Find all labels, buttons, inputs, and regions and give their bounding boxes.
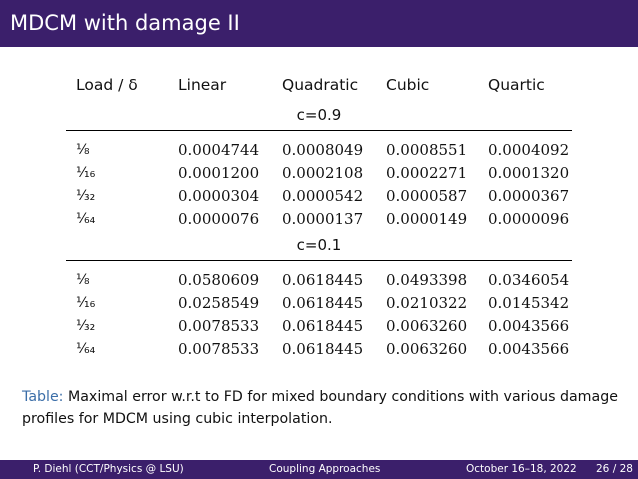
section-rule — [66, 131, 572, 140]
header-quadratic: Quadratic — [282, 75, 359, 94]
quadratic-cell: 0.0618445 — [282, 271, 364, 289]
table-row — [66, 139, 572, 162]
cubic-cell: 0.0002271 — [386, 164, 468, 182]
section-rule — [66, 261, 572, 270]
rule-line — [66, 131, 572, 140]
footer-date: October 16–18, 2022 — [466, 463, 577, 475]
caption-text: Maximal error w.r.t to FD for mixed boundary conditions with various damage profiles for MDCM using cubic interpolation. — [22, 389, 618, 427]
slide-title: MDCM with damage II — [0, 0, 638, 47]
load-cell: ⅟₆₄ — [76, 211, 96, 227]
quadratic-cell: 0.0618445 — [282, 294, 364, 312]
linear-cell: 0.0004744 — [178, 141, 260, 159]
footer-author: P. Diehl (CCT/Physics @ LSU) — [33, 463, 184, 475]
footer-title: Coupling Approaches — [269, 463, 381, 475]
table-row — [66, 185, 572, 208]
load-cell: ⅟₁₆ — [76, 165, 96, 181]
load-cell: ⅟₃₂ — [76, 318, 96, 334]
section-row — [66, 101, 572, 131]
table-row — [66, 208, 572, 231]
quadratic-cell: 0.0002108 — [282, 164, 364, 182]
quartic-cell: 0.0346054 — [488, 271, 570, 289]
quadratic-cell: 0.0000542 — [282, 187, 364, 205]
linear-cell: 0.0001200 — [178, 164, 260, 182]
section-label: c=0.9 — [296, 106, 342, 124]
load-cell: ⅟₁₆ — [76, 295, 96, 311]
results-table-container — [66, 68, 572, 361]
quartic-cell: 0.0043566 — [488, 317, 570, 335]
quartic-cell: 0.0145342 — [488, 294, 570, 312]
cubic-cell: 0.0000587 — [386, 187, 468, 205]
results-table — [66, 68, 572, 361]
header-load-delta: Load / δ — [76, 75, 138, 94]
section-row — [66, 231, 572, 261]
cubic-cell: 0.0008551 — [386, 141, 468, 159]
linear-cell: 0.0000076 — [178, 210, 260, 228]
table-row — [66, 162, 572, 185]
header-cubic: Cubic — [386, 75, 430, 94]
quartic-cell: 0.0000367 — [488, 187, 570, 205]
linear-cell: 0.0258549 — [178, 294, 260, 312]
quadratic-cell: 0.0000137 — [282, 210, 364, 228]
linear-cell: 0.0000304 — [178, 187, 260, 205]
table-row — [66, 269, 572, 292]
quartic-cell: 0.0043566 — [488, 340, 570, 358]
cubic-cell: 0.0493398 — [386, 271, 468, 289]
table-row — [66, 338, 572, 361]
cubic-cell: 0.0210322 — [386, 294, 468, 312]
rule-line — [66, 261, 572, 270]
table-row — [66, 315, 572, 338]
load-cell: ⅟₃₂ — [76, 188, 96, 204]
table-row — [66, 292, 572, 315]
linear-cell: 0.0078533 — [178, 317, 260, 335]
load-cell: ⅛ — [76, 142, 90, 158]
load-cell: ⅛ — [76, 272, 90, 288]
quartic-cell: 0.0000096 — [488, 210, 570, 228]
linear-cell: 0.0078533 — [178, 340, 260, 358]
cubic-cell: 0.0063260 — [386, 317, 468, 335]
caption-label: Table: — [22, 389, 64, 405]
footer-page-number: 26 / 28 — [596, 463, 633, 475]
table-header-row — [66, 68, 572, 101]
table-body — [66, 101, 572, 361]
cubic-cell: 0.0063260 — [386, 340, 468, 358]
linear-cell: 0.0580609 — [178, 271, 260, 289]
slide-footer — [0, 460, 638, 479]
load-cell: ⅟₆₄ — [76, 341, 96, 357]
quartic-cell: 0.0001320 — [488, 164, 570, 182]
table-caption — [22, 386, 622, 430]
quadratic-cell: 0.0618445 — [282, 317, 364, 335]
header-quartic: Quartic — [488, 75, 545, 94]
section-label: c=0.1 — [296, 236, 342, 254]
quadratic-cell: 0.0008049 — [282, 141, 364, 159]
header-linear: Linear — [178, 75, 227, 94]
cubic-cell: 0.0000149 — [386, 210, 468, 228]
quadratic-cell: 0.0618445 — [282, 340, 364, 358]
quartic-cell: 0.0004092 — [488, 141, 570, 159]
